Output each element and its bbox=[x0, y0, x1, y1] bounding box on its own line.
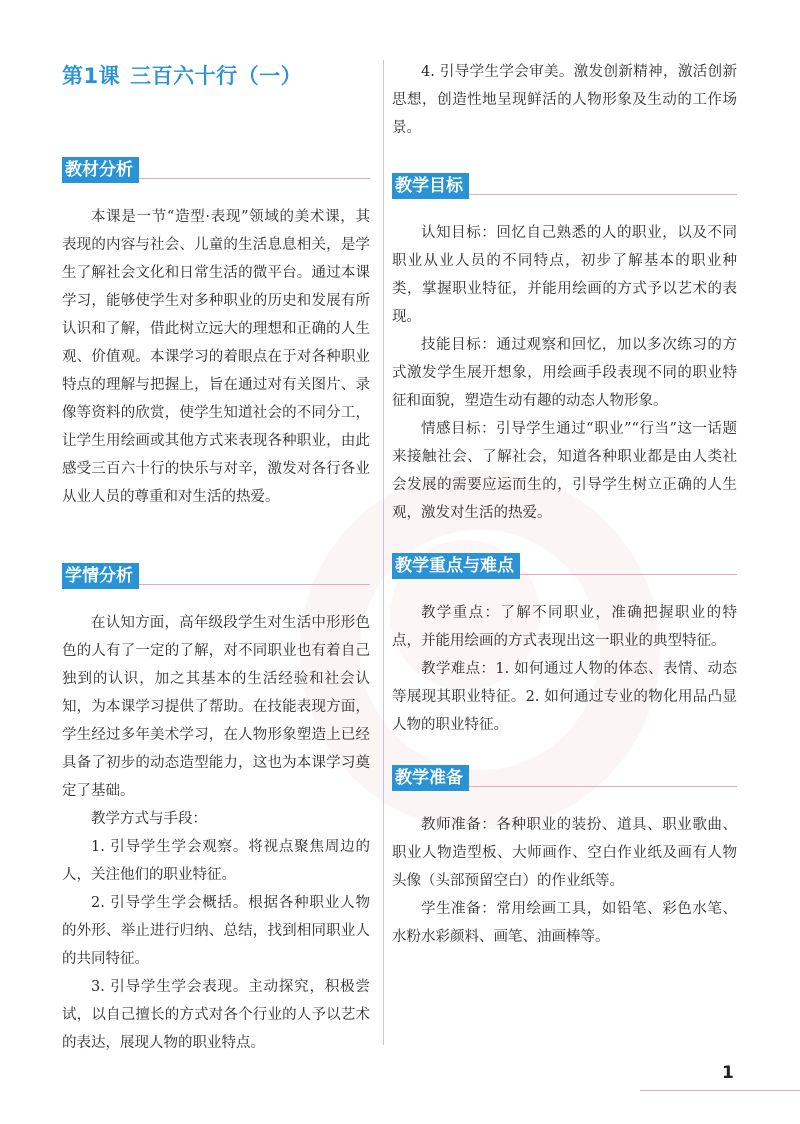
paragraph: 本课是一节“造型·表现”领域的美术课，其表现的内容与社会、儿童的生活息息相关，是学生了解社会文化和日常生活的微平台。通过本课学习，能够使学生对多种职业的历史和发展有所认识和了解，借此树立远大的理想和正确的人生观、价值观。本课学习的着眼点在于对各种职业特点的理解与把握上，旨在通过对有关图片、录像等资料的欣赏，使学生知道社会的不同分工，让学生用绘画或其他方式来表现各种职业，由此感受三百六十行的快乐与对辛，激发对各行各业从业人员的尊重和对生活的热爱。 bbox=[62, 209, 370, 505]
section-heading-bar bbox=[392, 765, 737, 793]
paragraph: 教学方式与手段： bbox=[91, 811, 207, 827]
section-heading: 教学目标 bbox=[392, 173, 469, 199]
paragraph: 1. 引导学生学会观察。将视点聚焦周边的人，关注他们的职业特征。 bbox=[62, 839, 370, 883]
section-heading: 教学重点与难点 bbox=[392, 553, 520, 579]
section-heading: 学情分析 bbox=[62, 563, 139, 589]
section-key-points bbox=[392, 553, 737, 739]
paragraph: 在认知方面，高年级段学生对生活中形形色色的人有了一定的了解，对不同职业也有着自己独到的认识，加之其基本的生活经验和社会认知，为本课学习提供了帮助。在技能表现方面，学生经过多年美术学习，在人物形象塑造上已经具备了初步的动态造型能力，这也为本课学习奠定了基础。 bbox=[62, 615, 370, 799]
column-divider bbox=[383, 60, 384, 1045]
section-student-analysis bbox=[62, 563, 370, 1057]
paragraph: 教师准备：各种职业的装扮、道具、职业歌曲、职业人物造型板、大师画作、空白作业纸及画有人物头像（头部预留空白）的作业纸等。 bbox=[392, 817, 737, 889]
section-textbook-analysis bbox=[62, 157, 370, 511]
paragraph: 2. 引导学生学会概括。根据各种职业人物的外形、举止进行归纳、总结，找到相同职业人的共同特征。 bbox=[62, 895, 370, 967]
section-heading-bar bbox=[62, 563, 370, 591]
paragraph: 教学重点：了解不同职业，准确把握职业的特点，并能用绘画的方式表现出这一职业的典型特征。 bbox=[392, 605, 737, 649]
section-heading-bar bbox=[392, 553, 737, 581]
paragraph: 4. 引导学生学会审美。激发创新精神，激活创新思想，创造性地呈现鲜活的人物形象及生动的工作场景。 bbox=[392, 64, 737, 136]
page-number: 1 bbox=[722, 1063, 734, 1083]
section-heading-bar bbox=[392, 173, 737, 201]
section-heading-bar bbox=[62, 157, 370, 185]
section-preparation bbox=[392, 765, 737, 951]
paragraph: 技能目标：通过观察和回忆，加以多次练习的方式激发学生展开想象，用绘画手段表现不同的职业特征和面貌，塑造生动有趣的动态人物形象。 bbox=[392, 337, 737, 409]
lesson-number: 第1课 bbox=[62, 64, 121, 88]
paragraph: 学生准备：常用绘画工具，如铅笔、彩色水笔、水粉水彩颜料、画笔、油画棒等。 bbox=[392, 901, 737, 945]
lesson-title bbox=[62, 60, 302, 90]
section-continuation bbox=[392, 58, 737, 142]
section-objectives bbox=[392, 173, 737, 527]
paragraph: 情感目标：引导学生通过“职业”“行当”这一话题来接触社会、了解社会，知道各种职业都是由人类社会发展的需要应运而生的，引导学生树立正确的人生观，激发对生活的热爱。 bbox=[392, 421, 737, 521]
paragraph: 认知目标：回忆自己熟悉的人的职业，以及不同职业从业人员的不同特点，初步了解基本的职业种类，掌握职业特征，并能用绘画的方式予以艺术的表现。 bbox=[392, 225, 737, 325]
lesson-name: 三百六十行（一） bbox=[130, 64, 303, 88]
paragraph: 教学难点：1. 如何通过人物的体态、表情、动态等展现其职业特征。2. 如何通过专业的物化用品凸显人物的职业特征。 bbox=[392, 661, 737, 733]
page-footer-rule bbox=[640, 1090, 800, 1091]
section-heading: 教材分析 bbox=[62, 157, 139, 183]
paragraph: 3. 引导学生学会表现。主动探究，积极尝试，以自己擅长的方式对各个行业的人予以艺术的表达，展现人物的职业特点。 bbox=[62, 979, 370, 1051]
section-heading: 教学准备 bbox=[392, 765, 469, 791]
